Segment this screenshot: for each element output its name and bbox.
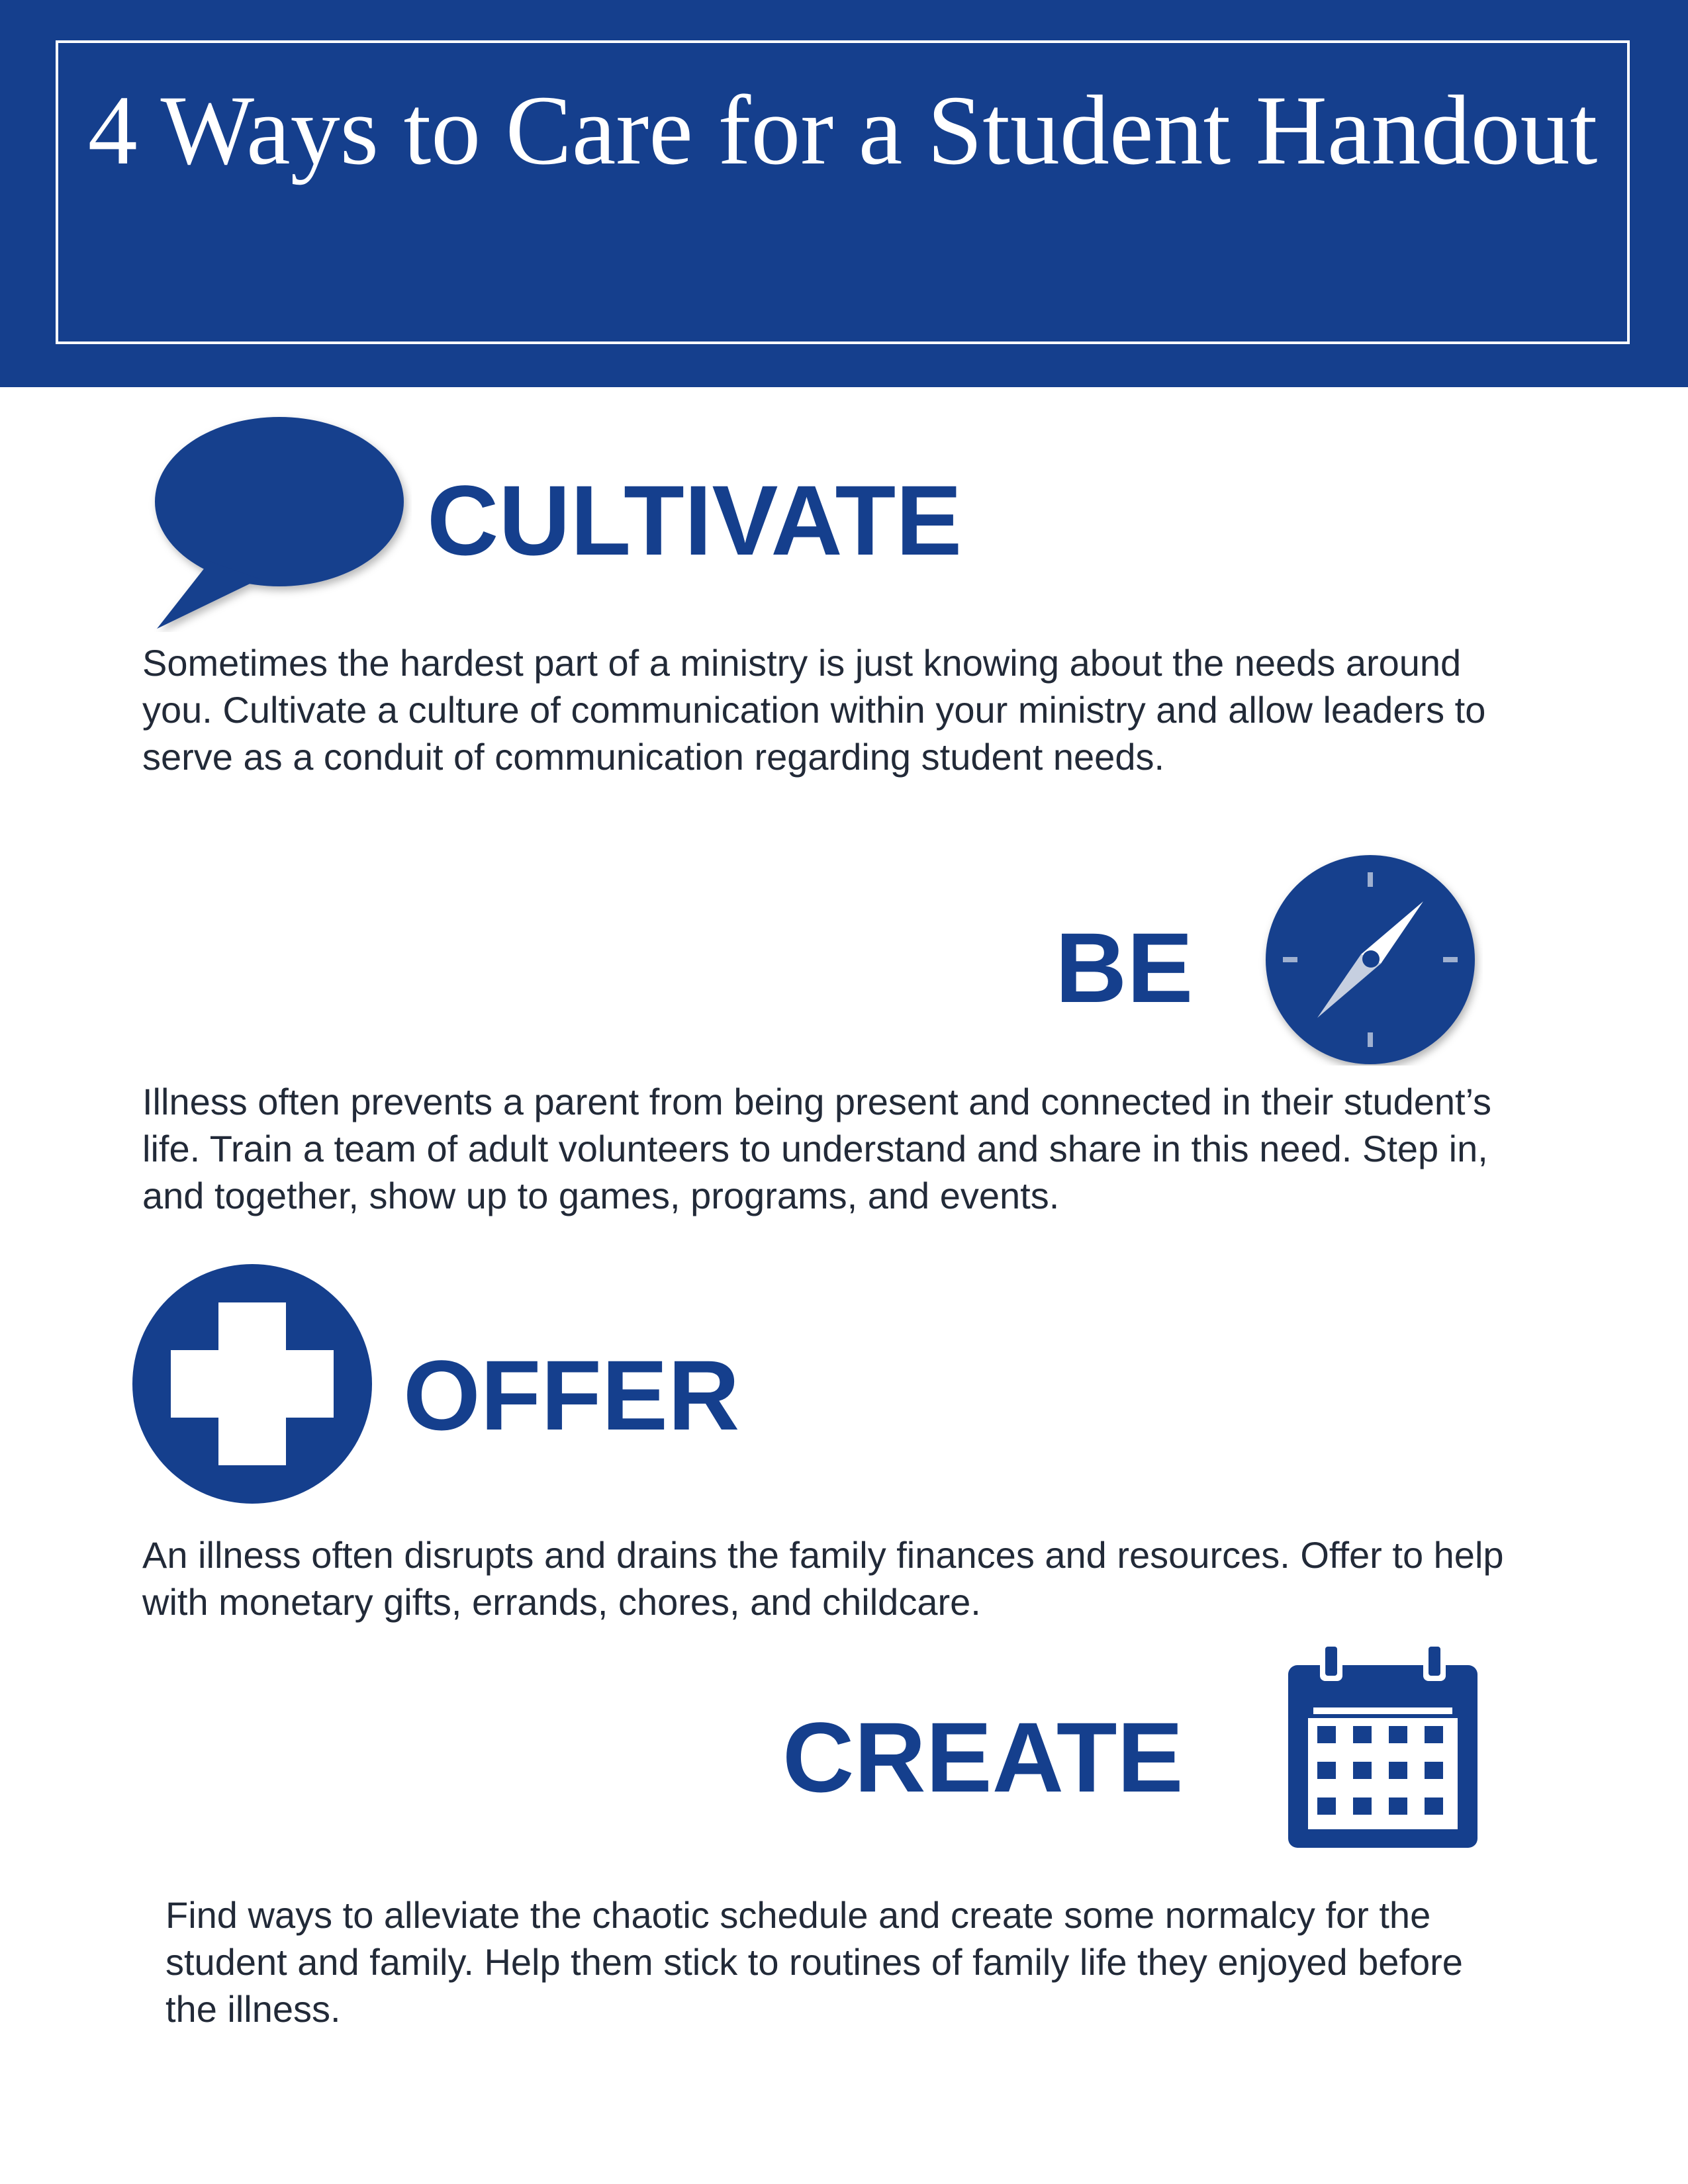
medical-cross-icon: [131, 1263, 373, 1505]
section-heading-create: CREATE: [782, 1702, 1184, 1813]
section-body-offer: An illness often disrupts and drains the family finances and resources. Offer to help with monetary gifts, errands, chores, and childcare.: [142, 1534, 1504, 1623]
section-heading-offer: OFFER: [403, 1340, 740, 1451]
section-body-create: Find ways to alleviate the chaotic schedule and create some normalcy for the student and family. Help them stick to routines of family life they enjoyed before the illness.: [165, 1894, 1463, 2030]
section-body-cultivate: Sometimes the hardest part of a ministry is just knowing about the needs around you. Cultivate a culture of communication within your ministry and allow leaders to serve as a conduit of communication regarding student needs.: [142, 642, 1486, 778]
section-body-be: Illness often prevents a parent from being present and connected in their student’s life. Train a team of adult volunteers to understand and share in this need. Step in, and together, show up to games, programs, and events.: [142, 1081, 1492, 1216]
compass-icon: [1258, 854, 1483, 1066]
speech-bubble-icon: [147, 410, 412, 632]
header-banner: [0, 0, 1688, 387]
section-heading-cultivate: CULTIVATE: [427, 465, 962, 576]
page-title: 4 Ways to Care for a Student Handout: [87, 75, 1598, 185]
calendar-icon: [1284, 1641, 1483, 1853]
section-heading-be: BE: [1055, 912, 1194, 1023]
